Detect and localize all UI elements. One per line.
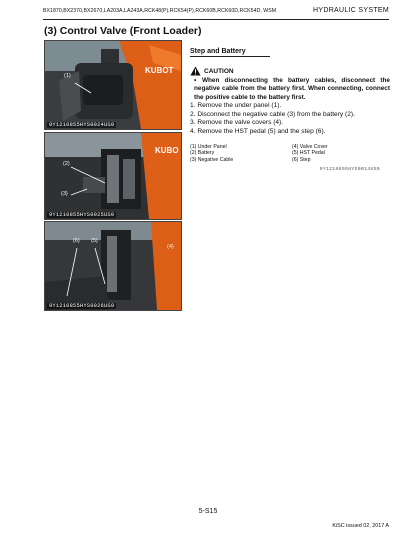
legend-item: (6) Step: [292, 156, 311, 163]
callout-1: (1): [64, 73, 71, 79]
photo-under-panel-image: [45, 41, 181, 129]
legend-item: (4) Valve Cover: [292, 143, 328, 150]
header-models: BX1870,BX2370,BX2670,LA203A,LA243A,RCK48(P),RCK54(P),RCK60B,RCK60D,RCK54D, WSM: [43, 8, 277, 14]
callout-5: (5): [91, 238, 98, 244]
photo-code: 9Y1210855HYS0026US0: [49, 303, 115, 309]
photo-step-pedal-image: [45, 222, 181, 310]
callout-3: (3): [61, 191, 68, 197]
step-3: 3. Remove the valve covers (4).: [190, 119, 284, 127]
photo-battery: [44, 132, 182, 220]
page-title: (3) Control Valve (Front Loader): [44, 25, 202, 37]
procedure-steps: [190, 102, 390, 136]
callout-2: (2): [63, 161, 70, 167]
photo-step-pedal: [44, 221, 182, 311]
caution-body: When disconnecting the battery cables, disconnect the negative cable from the battery first. When connecting, connect the positive cable to the battery first.: [194, 77, 390, 101]
step-1: 1. Remove the under panel (1).: [190, 102, 282, 110]
legend-item: (5) HST Pedal: [292, 150, 325, 157]
legend-item: (1) Under Panel: [190, 143, 227, 150]
procedure-subtitle: Step and Battery: [190, 48, 270, 57]
kubota-logo: KUBOT: [145, 66, 174, 75]
caution-text: [190, 77, 390, 102]
parts-legend: [190, 144, 390, 164]
page-number: 5-S15: [198, 508, 218, 515]
photo-code: 9Y1210855HYS0025US0: [49, 212, 115, 218]
bullet: •: [194, 77, 197, 84]
callout-6: (6): [73, 238, 80, 244]
procedure-section: [190, 40, 390, 172]
header-divider: [43, 19, 389, 20]
kubota-logo: KUBO: [155, 146, 179, 155]
step-4: 4. Remove the HST pedal (5) and the step (6).: [190, 128, 326, 135]
caution-label: CAUTION: [204, 67, 234, 75]
step-2: 2. Disconnect the negative cable (3) from the battery (2).: [190, 110, 355, 118]
photo-under-panel: [44, 40, 182, 130]
caution-heading: [190, 66, 390, 76]
photo-code: 9Y1210855HYS0024US0: [49, 122, 115, 128]
warning-icon: [190, 66, 201, 76]
legend-item: (2) Battery: [190, 150, 215, 157]
reference-code: 9Y1210855HYS0014US0: [319, 167, 380, 173]
legend-item: (3) Negative Cable: [190, 156, 234, 163]
header-section: HYDRAULIC SYSTEM: [313, 7, 389, 14]
photo-battery-image: [45, 133, 181, 219]
issue-info: KiSC issued 02, 2017 A: [332, 523, 389, 529]
callout-4: (4): [167, 244, 174, 250]
